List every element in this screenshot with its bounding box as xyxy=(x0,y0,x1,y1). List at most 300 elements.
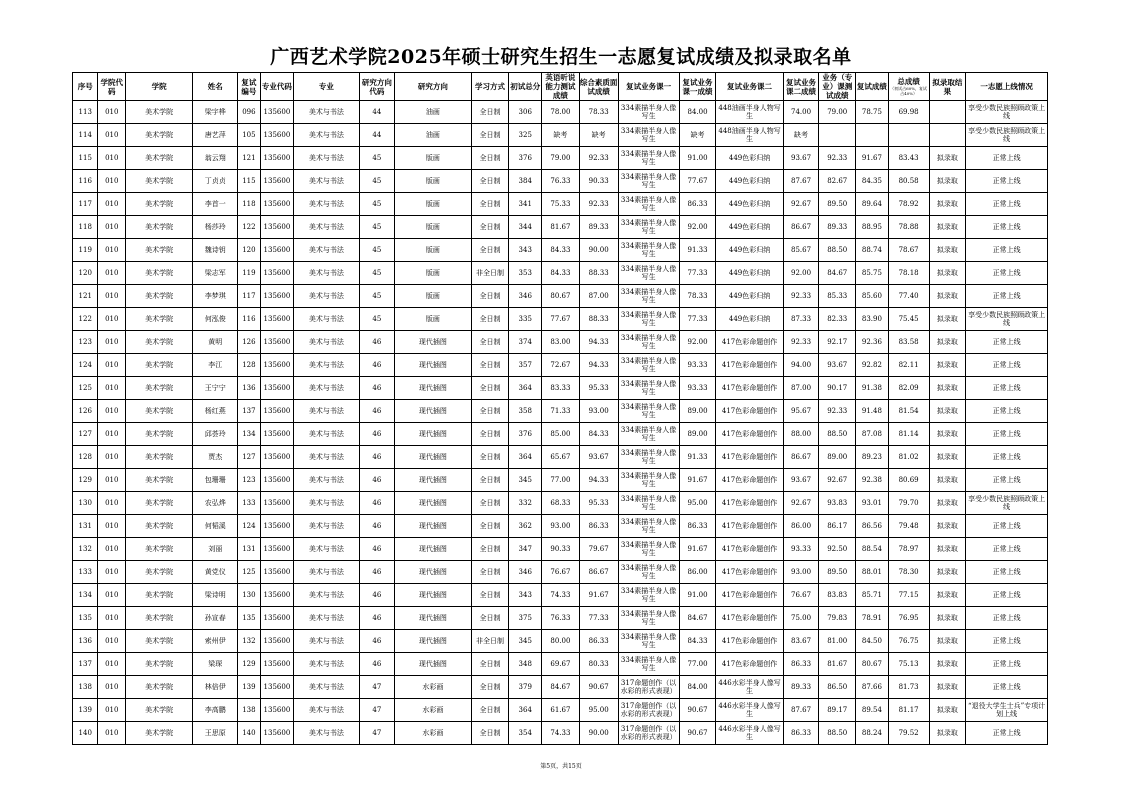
cell-retest-no: 140 xyxy=(238,722,260,745)
cell-english-score: 76.33 xyxy=(542,170,580,193)
cell-direction: 现代插图 xyxy=(395,630,471,653)
cell-course1-score: 93.33 xyxy=(679,354,716,377)
cell-college: 美术学院 xyxy=(126,354,193,377)
cell-total-score: 81.02 xyxy=(888,446,929,469)
cell-total-score: 77.40 xyxy=(888,285,929,308)
cell-major: 美术与书法 xyxy=(294,423,359,446)
cell-major-test: 89.50 xyxy=(819,561,856,584)
cell-total-score: 78.92 xyxy=(888,193,929,216)
cell-prelim-total: 374 xyxy=(509,331,542,354)
cell-course2-score: 93.00 xyxy=(783,561,819,584)
cell-major-code: 135600 xyxy=(260,630,294,653)
cell-major-code: 135600 xyxy=(260,331,294,354)
cell-admit: 拟录取 xyxy=(929,515,966,538)
cell-course2: 448油画半身人物写生 xyxy=(716,124,783,147)
table-row xyxy=(73,308,1048,331)
cell-course2-score: 89.33 xyxy=(783,676,819,699)
cell-course1: 317命题创作（以水彩的形式表现） xyxy=(618,722,679,745)
cell-major-test: 89.17 xyxy=(819,699,856,722)
cell-no: 127 xyxy=(73,423,98,446)
cell-status: 正常上线 xyxy=(966,423,1048,446)
cell-study-mode: 全日制 xyxy=(471,170,509,193)
cell-direction: 版画 xyxy=(395,193,471,216)
cell-course1-score: 92.00 xyxy=(679,331,716,354)
cell-status: 正常上线 xyxy=(966,239,1048,262)
cell-major-test: 81.00 xyxy=(819,630,856,653)
cell-name: 李江 xyxy=(193,354,238,377)
cell-direction: 现代插图 xyxy=(395,653,471,676)
cell-admit: 拟录取 xyxy=(929,377,966,400)
cell-retest-no: 131 xyxy=(238,538,260,561)
cell-study-mode: 全日制 xyxy=(471,331,509,354)
cell-retest-no: 135 xyxy=(238,607,260,630)
cell-admit: 拟录取 xyxy=(929,400,966,423)
col-header-course2: 复试业务课二 xyxy=(716,73,783,101)
cell-course2-score: 88.00 xyxy=(783,423,819,446)
cell-direction: 现代插图 xyxy=(395,423,471,446)
cell-major-code: 135600 xyxy=(260,147,294,170)
cell-prelim-total: 354 xyxy=(509,722,542,745)
cell-college: 美术学院 xyxy=(126,124,193,147)
cell-study-mode: 全日制 xyxy=(471,124,509,147)
cell-no: 123 xyxy=(73,331,98,354)
table-row xyxy=(73,124,1048,147)
cell-status: 正常上线 xyxy=(966,147,1048,170)
table-row xyxy=(73,147,1048,170)
cell-major: 美术与书法 xyxy=(294,216,359,239)
cell-major: 美术与书法 xyxy=(294,630,359,653)
cell-direction: 现代插图 xyxy=(395,607,471,630)
cell-major-test: 81.67 xyxy=(819,653,856,676)
col-header-major-code: 专业代码 xyxy=(260,73,294,101)
cell-quality-score: 94.33 xyxy=(579,354,618,377)
cell-major-code: 135600 xyxy=(260,653,294,676)
cell-prelim-total: 379 xyxy=(509,676,542,699)
cell-major: 美术与书法 xyxy=(294,308,359,331)
cell-name: 何韬溪 xyxy=(193,515,238,538)
cell-quality-score: 90.67 xyxy=(579,676,618,699)
cell-major: 美术与书法 xyxy=(294,101,359,124)
cell-major-code: 135600 xyxy=(260,124,294,147)
cell-direction-code: 45 xyxy=(359,239,395,262)
header-row xyxy=(73,73,1048,101)
cell-college-code: 010 xyxy=(98,607,126,630)
cell-status: 享受少数民族照顾政策上线 xyxy=(966,492,1048,515)
cell-total-score: 79.48 xyxy=(888,515,929,538)
cell-college: 美术学院 xyxy=(126,147,193,170)
table-row xyxy=(73,193,1048,216)
cell-course2: 417色彩命题创作 xyxy=(716,354,783,377)
cell-course2-score: 76.67 xyxy=(783,584,819,607)
cell-name: 梁琛 xyxy=(193,653,238,676)
col-header-direction-code: 研究方向代码 xyxy=(359,73,395,101)
cell-prelim-total: 357 xyxy=(509,354,542,377)
cell-course2: 417色彩命题创作 xyxy=(716,607,783,630)
cell-course1: 334素描半身人像写生 xyxy=(618,308,679,331)
cell-direction-code: 47 xyxy=(359,699,395,722)
cell-total-score: 75.45 xyxy=(888,308,929,331)
cell-major: 美术与书法 xyxy=(294,676,359,699)
cell-major-code: 135600 xyxy=(260,469,294,492)
table-row xyxy=(73,354,1048,377)
cell-major: 美术与书法 xyxy=(294,239,359,262)
cell-college-code: 010 xyxy=(98,423,126,446)
cell-college-code: 010 xyxy=(98,101,126,124)
cell-retest-score: 92.82 xyxy=(856,354,889,377)
cell-retest-no: 134 xyxy=(238,423,260,446)
cell-prelim-total: 348 xyxy=(509,653,542,676)
cell-retest-score: 89.54 xyxy=(856,699,889,722)
cell-course2: 417色彩命题创作 xyxy=(716,653,783,676)
cell-admit: 拟录取 xyxy=(929,492,966,515)
cell-course1-score: 缺考 xyxy=(679,124,716,147)
cell-course1: 334素描半身人像写生 xyxy=(618,377,679,400)
cell-english-score: 缺考 xyxy=(542,124,580,147)
cell-direction: 现代插图 xyxy=(395,469,471,492)
cell-study-mode: 全日制 xyxy=(471,354,509,377)
cell-course2: 448油画半身人物写生 xyxy=(716,101,783,124)
cell-major-test: 92.17 xyxy=(819,331,856,354)
cell-no: 135 xyxy=(73,607,98,630)
cell-major-code: 135600 xyxy=(260,308,294,331)
cell-no: 137 xyxy=(73,653,98,676)
cell-total-score: 79.52 xyxy=(888,722,929,745)
table-row xyxy=(73,216,1048,239)
table-row xyxy=(73,492,1048,515)
cell-major-test: 79.00 xyxy=(819,101,856,124)
cell-quality-score: 90.00 xyxy=(579,239,618,262)
cell-total-score: 81.14 xyxy=(888,423,929,446)
cell-college: 美术学院 xyxy=(126,193,193,216)
col-header-quality-score: 综合素质面试成绩 xyxy=(579,73,618,101)
cell-study-mode: 全日制 xyxy=(471,216,509,239)
cell-retest-score: 78.75 xyxy=(856,101,889,124)
cell-name: 索州伊 xyxy=(193,630,238,653)
cell-quality-score: 77.33 xyxy=(579,607,618,630)
cell-prelim-total: 325 xyxy=(509,124,542,147)
cell-prelim-total: 364 xyxy=(509,377,542,400)
col-header-retest-no: 复试编号 xyxy=(238,73,260,101)
cell-course1: 334素描半身人像写生 xyxy=(618,561,679,584)
cell-major-code: 135600 xyxy=(260,101,294,124)
cell-study-mode: 全日制 xyxy=(471,446,509,469)
cell-study-mode: 全日制 xyxy=(471,400,509,423)
cell-course1: 334素描半身人像写生 xyxy=(618,124,679,147)
cell-retest-score: 84.35 xyxy=(856,170,889,193)
cell-english-score: 90.33 xyxy=(542,538,580,561)
cell-college-code: 010 xyxy=(98,147,126,170)
cell-total-score: 78.88 xyxy=(888,216,929,239)
cell-prelim-total: 375 xyxy=(509,607,542,630)
cell-retest-no: 096 xyxy=(238,101,260,124)
cell-status: 正常上线 xyxy=(966,722,1048,745)
cell-english-score: 75.33 xyxy=(542,193,580,216)
cell-retest-score: 88.95 xyxy=(856,216,889,239)
cell-quality-score: 79.67 xyxy=(579,538,618,561)
cell-course2: 417色彩命题创作 xyxy=(716,331,783,354)
table-row xyxy=(73,377,1048,400)
cell-admit: 拟录取 xyxy=(929,676,966,699)
table-row xyxy=(73,239,1048,262)
cell-name: 黄党仪 xyxy=(193,561,238,584)
cell-course2: 449色彩归纳 xyxy=(716,147,783,170)
cell-status: 正常上线 xyxy=(966,285,1048,308)
cell-major: 美术与书法 xyxy=(294,561,359,584)
cell-college-code: 010 xyxy=(98,285,126,308)
cell-direction: 现代插图 xyxy=(395,377,471,400)
col-header-total-score xyxy=(888,73,929,101)
cell-retest-score: 88.01 xyxy=(856,561,889,584)
cell-course2-score: 86.33 xyxy=(783,653,819,676)
cell-course2-score: 86.67 xyxy=(783,446,819,469)
cell-total-score: 82.11 xyxy=(888,354,929,377)
cell-retest-no: 136 xyxy=(238,377,260,400)
cell-course1: 334素描半身人像写生 xyxy=(618,515,679,538)
cell-course1: 334素描半身人像写生 xyxy=(618,170,679,193)
cell-course1: 334素描半身人像写生 xyxy=(618,354,679,377)
col-header-status: 一志愿上线情况 xyxy=(966,73,1048,101)
cell-major: 美术与书法 xyxy=(294,400,359,423)
cell-status: 正常上线 xyxy=(966,676,1048,699)
cell-course1-score: 89.00 xyxy=(679,400,716,423)
cell-retest-score: 80.67 xyxy=(856,653,889,676)
cell-english-score: 84.33 xyxy=(542,262,580,285)
cell-college-code: 010 xyxy=(98,584,126,607)
cell-direction-code: 45 xyxy=(359,262,395,285)
cell-direction-code: 46 xyxy=(359,423,395,446)
cell-direction-code: 45 xyxy=(359,147,395,170)
cell-course1: 334素描半身人像写生 xyxy=(618,653,679,676)
cell-retest-no: 127 xyxy=(238,446,260,469)
cell-college-code: 010 xyxy=(98,216,126,239)
cell-course2-score: 92.33 xyxy=(783,331,819,354)
cell-total-score: 81.54 xyxy=(888,400,929,423)
cell-status: 正常上线 xyxy=(966,607,1048,630)
table-row xyxy=(73,262,1048,285)
cell-major-code: 135600 xyxy=(260,193,294,216)
cell-course1-score: 77.00 xyxy=(679,653,716,676)
cell-admit: 拟录取 xyxy=(929,354,966,377)
cell-name: 王思原 xyxy=(193,722,238,745)
cell-no: 133 xyxy=(73,561,98,584)
cell-name: 丁贞贞 xyxy=(193,170,238,193)
cell-college-code: 010 xyxy=(98,722,126,745)
cell-english-score: 77.67 xyxy=(542,308,580,331)
cell-course2-score: 85.67 xyxy=(783,239,819,262)
cell-course1: 317命题创作（以水彩的形式表现） xyxy=(618,699,679,722)
cell-direction: 油画 xyxy=(395,101,471,124)
cell-major-test: 86.17 xyxy=(819,515,856,538)
cell-no: 122 xyxy=(73,308,98,331)
cell-name: 唐艺萍 xyxy=(193,124,238,147)
cell-english-score: 93.00 xyxy=(542,515,580,538)
col-header-college: 学院 xyxy=(126,73,193,101)
cell-major: 美术与书法 xyxy=(294,584,359,607)
cell-prelim-total: 306 xyxy=(509,101,542,124)
cell-study-mode: 全日制 xyxy=(471,308,509,331)
table-row xyxy=(73,584,1048,607)
cell-major-test: 85.33 xyxy=(819,285,856,308)
cell-study-mode: 全日制 xyxy=(471,561,509,584)
cell-college: 美术学院 xyxy=(126,492,193,515)
cell-study-mode: 全日制 xyxy=(471,653,509,676)
cell-course1: 334素描半身人像写生 xyxy=(618,239,679,262)
cell-course1-score: 91.00 xyxy=(679,584,716,607)
cell-total-score: 83.43 xyxy=(888,147,929,170)
cell-direction: 版画 xyxy=(395,170,471,193)
cell-english-score: 77.00 xyxy=(542,469,580,492)
cell-status: 正常上线 xyxy=(966,377,1048,400)
cell-course1-score: 89.00 xyxy=(679,423,716,446)
cell-study-mode: 全日制 xyxy=(471,699,509,722)
cell-prelim-total: 335 xyxy=(509,308,542,331)
cell-no: 126 xyxy=(73,400,98,423)
cell-major-test: 92.50 xyxy=(819,538,856,561)
table-row xyxy=(73,722,1048,745)
cell-admit: 拟录取 xyxy=(929,285,966,308)
cell-quality-score: 93.00 xyxy=(579,400,618,423)
table-row xyxy=(73,446,1048,469)
cell-direction-code: 44 xyxy=(359,124,395,147)
cell-quality-score: 91.67 xyxy=(579,584,618,607)
cell-admit: 拟录取 xyxy=(929,469,966,492)
cell-status: 正常上线 xyxy=(966,630,1048,653)
cell-prelim-total: 384 xyxy=(509,170,542,193)
cell-course2-score: 92.33 xyxy=(783,285,819,308)
cell-study-mode: 非全日制 xyxy=(471,630,509,653)
cell-quality-score: 90.33 xyxy=(579,170,618,193)
cell-course2-score: 95.67 xyxy=(783,400,819,423)
cell-retest-no: 126 xyxy=(238,331,260,354)
cell-no: 117 xyxy=(73,193,98,216)
cell-course2: 417色彩命题创作 xyxy=(716,446,783,469)
cell-college: 美术学院 xyxy=(126,239,193,262)
cell-prelim-total: 345 xyxy=(509,630,542,653)
table-row xyxy=(73,285,1048,308)
cell-major-test: 90.17 xyxy=(819,377,856,400)
cell-status: 正常上线 xyxy=(966,469,1048,492)
cell-college: 美术学院 xyxy=(126,699,193,722)
cell-retest-no: 119 xyxy=(238,262,260,285)
cell-retest-score: 87.66 xyxy=(856,676,889,699)
cell-name: 李高鹏 xyxy=(193,699,238,722)
cell-college-code: 010 xyxy=(98,377,126,400)
cell-quality-score: 93.67 xyxy=(579,446,618,469)
cell-english-score: 80.67 xyxy=(542,285,580,308)
cell-english-score: 81.67 xyxy=(542,216,580,239)
cell-name: 包珊珊 xyxy=(193,469,238,492)
cell-retest-score: 84.50 xyxy=(856,630,889,653)
cell-retest-score: 92.38 xyxy=(856,469,889,492)
cell-study-mode: 全日制 xyxy=(471,101,509,124)
cell-major: 美术与书法 xyxy=(294,331,359,354)
cell-name: 王宁宁 xyxy=(193,377,238,400)
cell-major-test: 86.50 xyxy=(819,676,856,699)
cell-admit: 拟录取 xyxy=(929,331,966,354)
cell-prelim-total: 332 xyxy=(509,492,542,515)
cell-english-score: 83.00 xyxy=(542,331,580,354)
cell-name: 孙宣春 xyxy=(193,607,238,630)
cell-retest-no: 128 xyxy=(238,354,260,377)
cell-course1-score: 84.33 xyxy=(679,630,716,653)
cell-status: 正常上线 xyxy=(966,354,1048,377)
cell-prelim-total: 364 xyxy=(509,699,542,722)
cell-retest-no: 139 xyxy=(238,676,260,699)
table-row xyxy=(73,400,1048,423)
cell-retest-score: 87.08 xyxy=(856,423,889,446)
cell-college: 美术学院 xyxy=(126,538,193,561)
cell-retest-score: 93.01 xyxy=(856,492,889,515)
cell-quality-score: 95.33 xyxy=(579,377,618,400)
cell-total-score: 78.30 xyxy=(888,561,929,584)
cell-quality-score: 94.33 xyxy=(579,469,618,492)
cell-course1: 334素描半身人像写生 xyxy=(618,285,679,308)
cell-college: 美术学院 xyxy=(126,561,193,584)
cell-study-mode: 全日制 xyxy=(471,722,509,745)
cell-direction-code: 45 xyxy=(359,170,395,193)
page-title: 广西艺术学院2025年硕士研究生招生一志愿复试成绩及拟录取名单 xyxy=(270,46,852,68)
cell-course1-score: 91.00 xyxy=(679,147,716,170)
cell-retest-no: 133 xyxy=(238,492,260,515)
cell-admit: 拟录取 xyxy=(929,308,966,331)
cell-total-score: 75.13 xyxy=(888,653,929,676)
cell-course2: 417色彩命题创作 xyxy=(716,515,783,538)
cell-name: 翁云翔 xyxy=(193,147,238,170)
cell-major-code: 135600 xyxy=(260,285,294,308)
cell-college: 美术学院 xyxy=(126,285,193,308)
cell-major-code: 135600 xyxy=(260,538,294,561)
cell-total-score: 78.67 xyxy=(888,239,929,262)
cell-status: 正常上线 xyxy=(966,400,1048,423)
cell-admit: 拟录取 xyxy=(929,722,966,745)
cell-course2: 417色彩命题创作 xyxy=(716,469,783,492)
table-row xyxy=(73,170,1048,193)
cell-retest-no: 122 xyxy=(238,216,260,239)
cell-direction-code: 47 xyxy=(359,722,395,745)
cell-course1: 334素描半身人像写生 xyxy=(618,469,679,492)
cell-english-score: 74.33 xyxy=(542,722,580,745)
cell-no: 131 xyxy=(73,515,98,538)
cell-status: 正常上线 xyxy=(966,515,1048,538)
cell-direction-code: 46 xyxy=(359,584,395,607)
cell-status: 正常上线 xyxy=(966,446,1048,469)
cell-course1: 334素描半身人像写生 xyxy=(618,423,679,446)
cell-course1: 334素描半身人像写生 xyxy=(618,630,679,653)
cell-direction-code: 45 xyxy=(359,308,395,331)
cell-retest-score: 88.54 xyxy=(856,538,889,561)
cell-total-score: 78.18 xyxy=(888,262,929,285)
cell-admit: 拟录取 xyxy=(929,446,966,469)
cell-prelim-total: 376 xyxy=(509,147,542,170)
cell-course2: 417色彩命题创作 xyxy=(716,377,783,400)
cell-major: 美术与书法 xyxy=(294,124,359,147)
cell-name: 魏诗钥 xyxy=(193,239,238,262)
cell-english-score: 65.67 xyxy=(542,446,580,469)
cell-course2-score: 86.00 xyxy=(783,515,819,538)
col-header-study-mode: 学习方式 xyxy=(471,73,509,101)
cell-total-score: 80.58 xyxy=(888,170,929,193)
cell-retest-score: 91.48 xyxy=(856,400,889,423)
cell-english-score: 83.33 xyxy=(542,377,580,400)
cell-status: 享受少数民族照顾政策上线 xyxy=(966,101,1048,124)
cell-study-mode: 全日制 xyxy=(471,423,509,446)
cell-college-code: 010 xyxy=(98,124,126,147)
cell-quality-score: 86.67 xyxy=(579,561,618,584)
cell-admit: 拟录取 xyxy=(929,423,966,446)
cell-course2-score: 87.67 xyxy=(783,699,819,722)
cell-major-code: 135600 xyxy=(260,699,294,722)
cell-study-mode: 全日制 xyxy=(471,285,509,308)
